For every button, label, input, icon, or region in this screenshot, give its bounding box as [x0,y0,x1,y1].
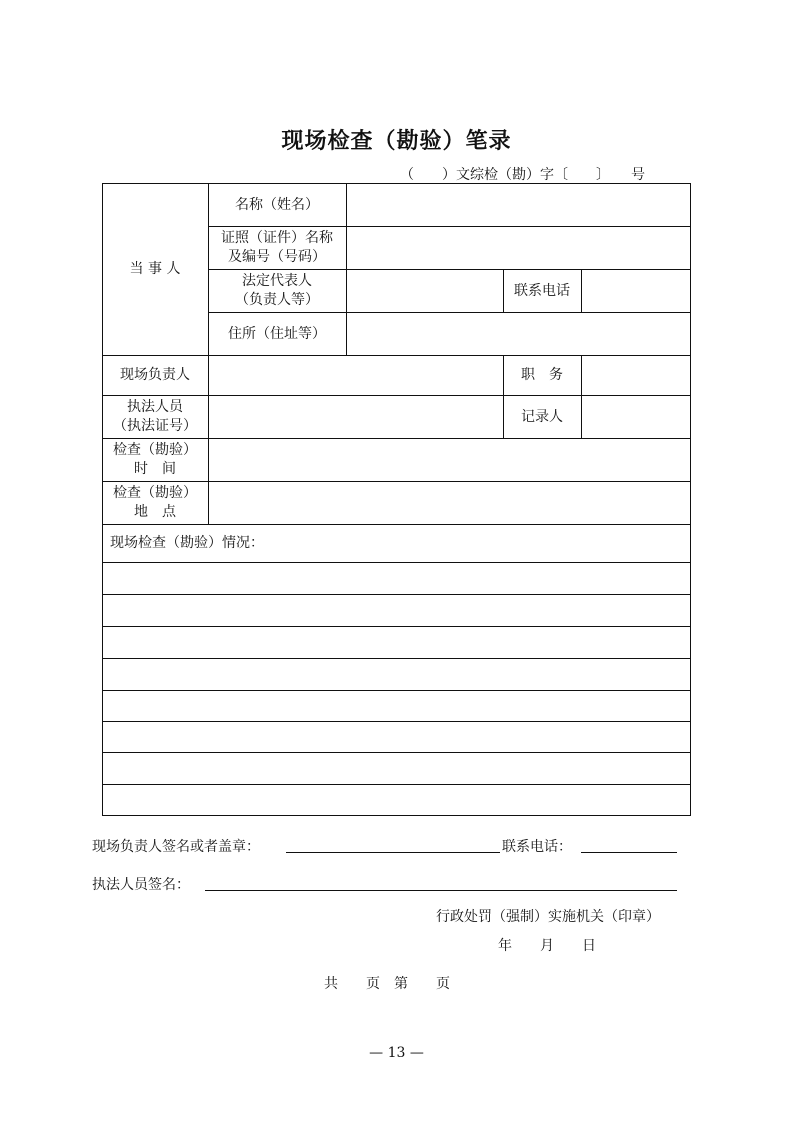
recorder-label: 记录人 [521,408,563,425]
contact-phone-label: 联系电话 [514,282,570,299]
name-label: 名称（姓名） [235,196,319,213]
license-field[interactable] [346,227,690,269]
page-number: — 13 — [369,1045,424,1061]
address-label: 住所（住址等） [228,325,326,342]
page-title: 现场检查（勘验）笔录 [281,128,512,154]
time-field[interactable] [208,439,690,481]
officers-field[interactable] [208,396,503,438]
onsite-person-label: 现场负责人 [120,367,190,383]
contact-phone-field[interactable] [581,270,690,312]
license-label: 证照（证件）名称 及编号（号码） [221,230,333,265]
place-label: 检查（勘验） 地 点 [113,485,197,520]
legal-rep-label: 法定代表人 （负责人等） [235,273,319,308]
legal-rep-field[interactable] [346,270,503,312]
onsite-signature-line[interactable] [286,852,500,853]
recorder-field[interactable] [581,396,690,438]
position-field[interactable] [581,356,690,395]
address-field[interactable] [346,313,690,355]
place-field[interactable] [208,482,690,524]
onsite-person-field[interactable] [208,356,503,395]
footer-contact-phone-line[interactable] [581,852,677,853]
page-count-label: 共 页 第 页 [324,976,450,992]
agency-seal-label: 行政处罚（强制）实施机关（印章） [436,909,660,925]
name-field[interactable] [346,184,690,226]
situation-label: 现场检查（勘验）情况： [110,535,264,551]
footer-contact-phone-label: 联系电话： [502,839,572,855]
onsite-signature-label: 现场负责人签名或者盖章： [92,839,260,855]
position-label: 职 务 [521,367,563,383]
situation-field[interactable] [103,563,690,815]
officer-signature-label: 执法人员签名： [92,877,190,893]
officers-label: 执法人员 （执法证号） [113,399,197,434]
officer-signature-line[interactable] [205,890,677,891]
date-label: 年 月 日 [498,938,596,954]
document-number: （ ）文综检（勘）字〔 〕 号 [400,167,645,183]
time-label: 检查（勘验） 时 间 [113,442,197,477]
party-label: 当 事 人 [129,260,181,277]
